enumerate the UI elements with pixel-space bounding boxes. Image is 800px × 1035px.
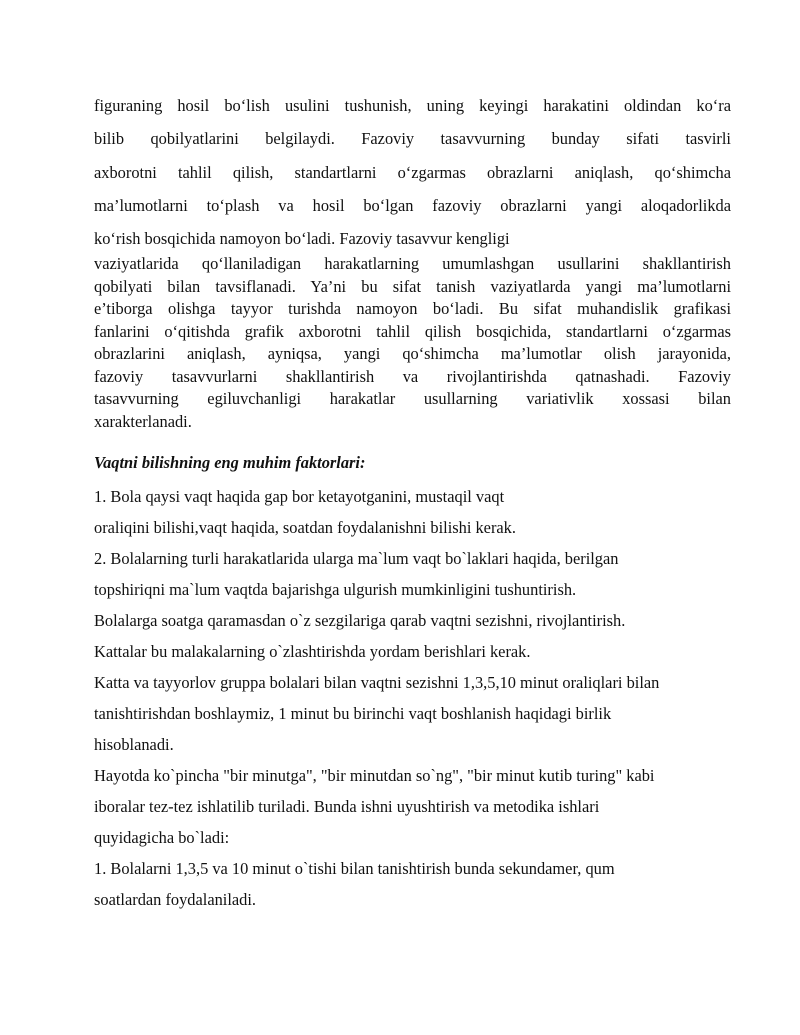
text-line: figuraning hosil bo‘lish usulini tushunish, uning keyingi harakatini oldindan ko‘ra: [94, 96, 731, 115]
paragraph-spatial-imagination: [94, 89, 731, 255]
text-line: e’tiborga olishga tayyor turishda namoyon bo‘ladi. Bu sifat muhandislik grafikasi: [94, 299, 731, 318]
text-line: topshiriqni ma`lum vaqtda bajarishga ulgurish mumkinligini tushuntirish.: [94, 580, 577, 599]
text-line: tanishtirishdan boshlaymiz, 1 minut bu birinchi vaqt boshlanish haqidagi birlik: [94, 704, 612, 723]
text-line: ko‘rish bosqichida namoyon bo‘ladi. Fazoviy tasavvur kengligi: [94, 229, 510, 249]
text-line: vaziyatlarida qo‘llaniladigan harakatlarning umumlashgan usullarini shakllantirish: [94, 254, 731, 273]
text-line: fanlarini o‘qitishda grafik axborotni tahlil qilish bosqichida, standartlarni o‘zgarmas: [94, 321, 731, 341]
text-line: Hayotda ko`pincha "bir minutga", "bir minutdan so`ng", "bir minut kutib turing" kabi: [94, 766, 655, 785]
text-line: 1. Bolalarni 1,3,5 va 10 minut o`tishi bilan tanishtirish bunda sekundamer, qum: [94, 859, 615, 878]
paragraph-spatial-flexibility: [94, 253, 731, 433]
text-line: Bolalarga soatga qaramasdan o`z sezgilariga qarab vaqtni sezishni, rivojlantirish.: [94, 611, 626, 630]
text-line: fazoviy tasavvurlarni shakllantirish va rivojlantirishda qatnashadi. Fazoviy: [94, 366, 731, 386]
text-line: ma’lumotlarni to‘plash va hosil bo‘lgan fazoviy obrazlarni yangi aloqadorlikda: [94, 195, 731, 215]
section-heading: Vaqtni bilishning eng muhim faktorlari:: [94, 453, 366, 472]
text-line: obrazlarini aniqlash, ayniqsa, yangi qo‘shimcha ma’lumotlar olish jarayonida,: [94, 344, 731, 363]
text-line: oraliqini bilishi,vaqt haqida, soatdan foydalanishni bilishi kerak.: [94, 518, 516, 537]
text-line: quyidagicha bo`ladi:: [94, 828, 230, 847]
text-line: Kattalar bu malakalarning o`zlashtirishda yordam berishlari kerak.: [94, 642, 531, 661]
text-line: tasavvurning egiluvchanligi harakatlar usullarning variativlik xossasi bilan: [94, 389, 731, 408]
text-line: 1. Bola qaysi vaqt haqida gap bor ketayotganini, mustaqil vaqt: [94, 487, 505, 506]
text-line: soatlardan foydalaniladi.: [94, 890, 257, 909]
time-factors-list: [94, 481, 731, 915]
text-line: Katta va tayyorlov gruppa bolalari bilan vaqtni sezishni 1,3,5,10 minut oraliqlari bilan: [94, 673, 660, 692]
text-line: xarakterlanadi.: [94, 411, 192, 431]
text-line: iboralar tez-tez ishlatilib turiladi. Bunda ishni uyushtirish va metodika ishlari: [94, 797, 600, 816]
text-line: bilib qobilyatlarini belgilaydi. Fazoviy tasavvurning bunday sifati tasvirli: [94, 129, 731, 149]
text-line: hisoblanadi.: [94, 735, 174, 754]
text-line: 2. Bolalarning turli harakatlarida ularga ma`lum vaqt bo`laklari haqida, berilgan: [94, 549, 619, 568]
text-line: qobilyati bilan tavsiflanadi. Ya’ni bu sifat tanish vaziyatlarda yangi ma’lumotlarni: [94, 276, 731, 296]
text-line: axborotni tahlil qilish, standartlarni o‘zgarmas obrazlarni aniqlash, qo‘shimcha: [94, 162, 731, 182]
